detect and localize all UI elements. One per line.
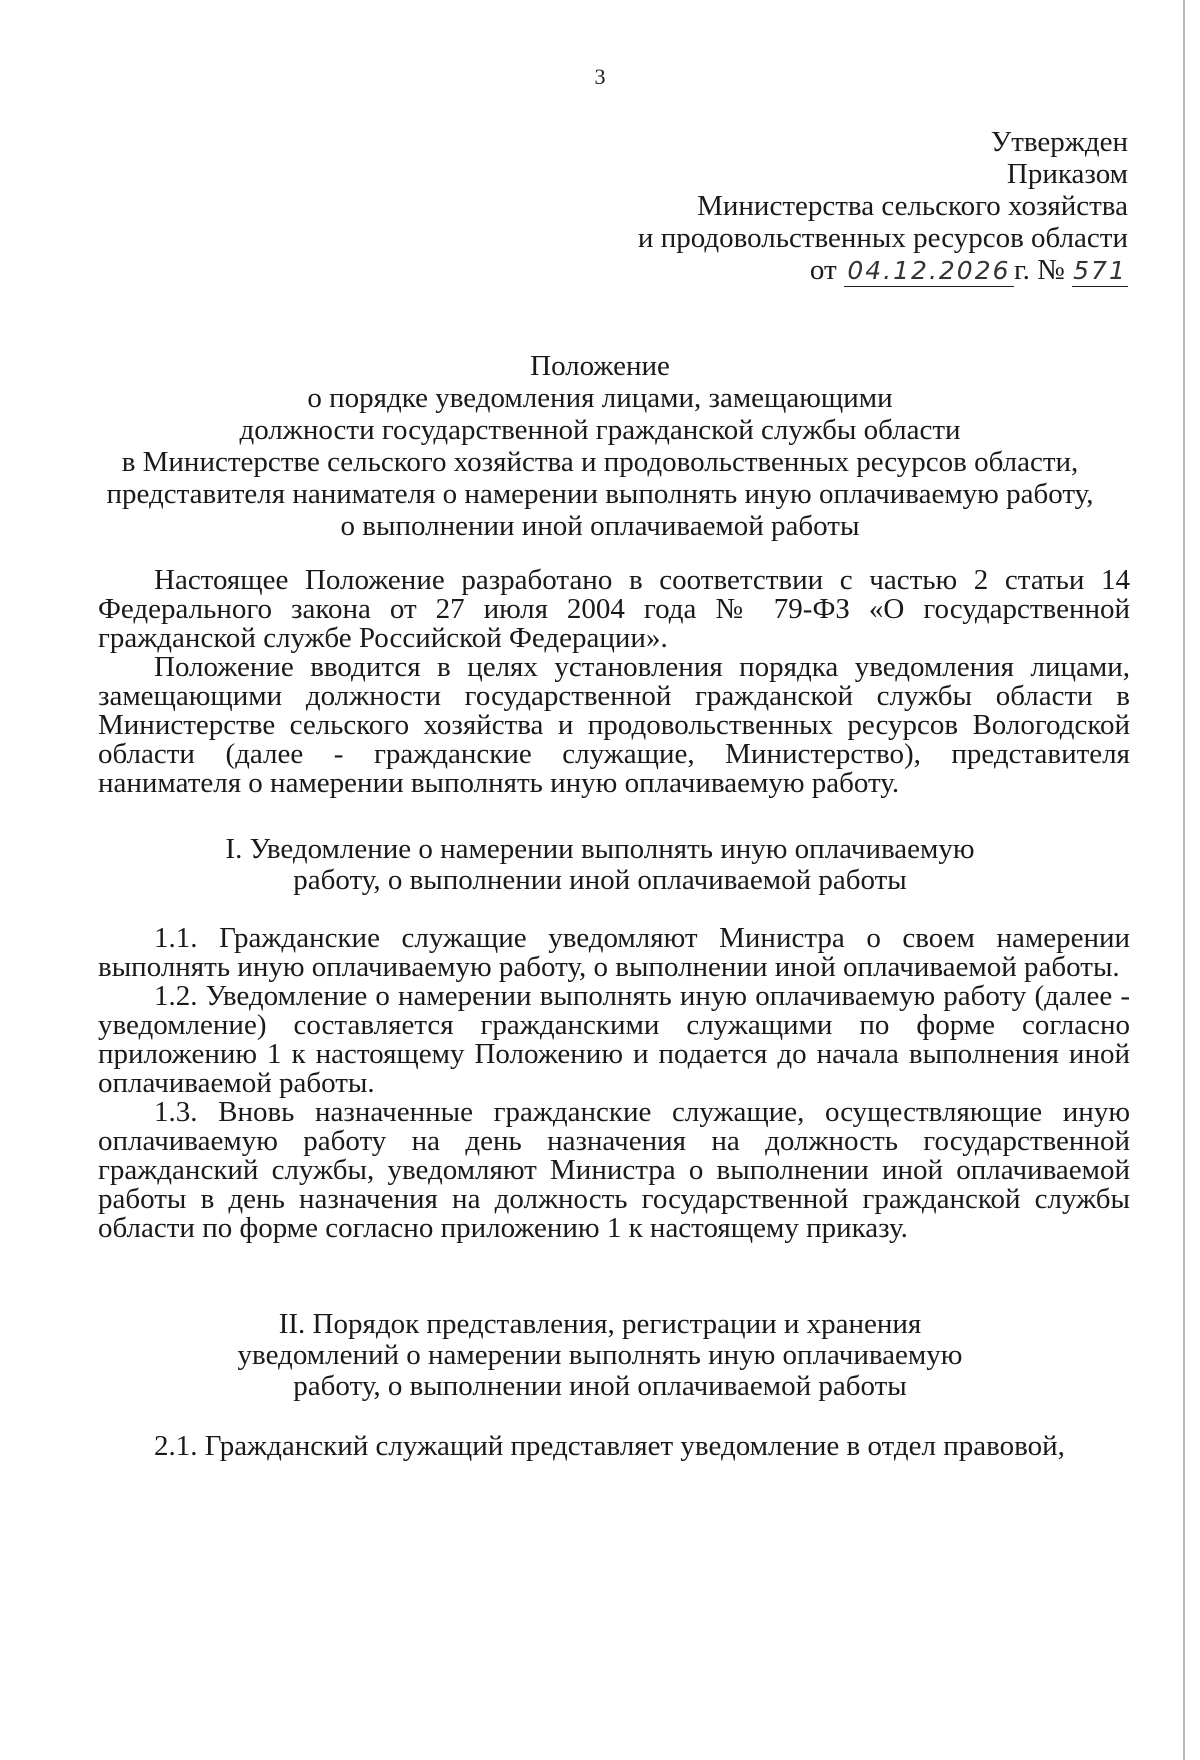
title-line: должности государственной гражданской службы области — [239, 414, 961, 446]
approval-line-ministry: Министерства сельского хозяйства — [697, 190, 1128, 222]
clause-paragraph: 1.2. Уведомление о намерении выполнять иную оплачиваемую работу (далее - уведомление) составляется гражданскими служащими по форме согласно приложению 1 к настоящему Положению и подается до начала выполнения иной оплачиваемой работы. — [98, 980, 1130, 1099]
approval-line-resources: и продовольственных ресурсов области — [637, 222, 1128, 254]
section-heading-line: II. Порядок представления, регистрации и хранения — [278, 1308, 922, 1340]
title-line: о порядке уведомления лицами, замещающими — [307, 382, 893, 414]
approval-line-order: Приказом — [1006, 158, 1128, 190]
section-heading-line: I. Уведомление о намерении выполнять иную оплачиваемую — [225, 833, 975, 865]
title-line: в Министерстве сельского хозяйства и продовольственных ресурсов области, — [121, 446, 1079, 478]
approval-line-approved: Утвержден — [990, 126, 1128, 158]
section-1-heading — [0, 834, 1200, 896]
clause-paragraph: 2.1. Гражданский служащий представляет уведомление в отдел правовой, — [154, 1430, 1065, 1462]
clause-paragraph: 1.3. Вновь назначенные гражданские служащие, осуществляющие иную оплачиваемую работу на день назначения на должность государственной гражданский службы, уведомляют Министра о выполнении иной оплачиваемой работы в день назначения на должность государственной гражданской службы области по форме согласно приложению 1 к настоящему приказу. — [98, 1096, 1130, 1244]
section-heading-line: работу, о выполнении иной оплачиваемой работы — [293, 1370, 907, 1402]
handwritten-number: 571 — [1073, 256, 1127, 285]
intro-block — [98, 566, 1130, 798]
section-1-body — [98, 924, 1130, 1243]
section-2-heading — [0, 1309, 1200, 1402]
title-line: Положение — [530, 350, 670, 382]
handwritten-date: 04.12.2026 — [844, 256, 1014, 287]
approval-date-line — [508, 254, 1128, 287]
title-line: о выполнении иной оплачиваемой работы — [340, 510, 860, 542]
date-prefix: от — [809, 254, 837, 286]
section-2-body — [98, 1432, 1130, 1461]
title-line: представителя нанимателя о намерении выполнять иную оплачиваемую работу, — [106, 478, 1094, 510]
page-number: 3 — [594, 64, 606, 89]
approval-block — [508, 126, 1128, 287]
section-heading-line: работу, о выполнении иной оплачиваемой работы — [293, 864, 907, 896]
number-label: г. № — [1013, 254, 1065, 286]
clause-paragraph: 1.1. Гражданские служащие уведомляют Министра о своем намерении выполнять иную оплачиваемую работу, о выполнении иной оплачиваемой работы. — [98, 922, 1130, 983]
intro-paragraph: Положение вводится в целях установления порядка уведомления лицами, замещающими должности государственной гражданской службы области в Министерстве сельского хозяйства и продовольственных ресурсов Вологодской области (далее - гражданские служащие, Министерство), представителя нанимателя о намерении выполнять иную оплачиваемую работу. — [98, 651, 1130, 799]
document-title — [0, 350, 1200, 542]
intro-paragraph: Настоящее Положение разработано в соответствии с частью 2 статьи 14 Федерального закона от 27 июля 2004 года № 79-ФЗ «О государственной гражданской службе Российской Федерации». — [98, 564, 1130, 654]
section-heading-line: уведомлений о намерении выполнять иную оплачиваемую — [237, 1339, 963, 1371]
